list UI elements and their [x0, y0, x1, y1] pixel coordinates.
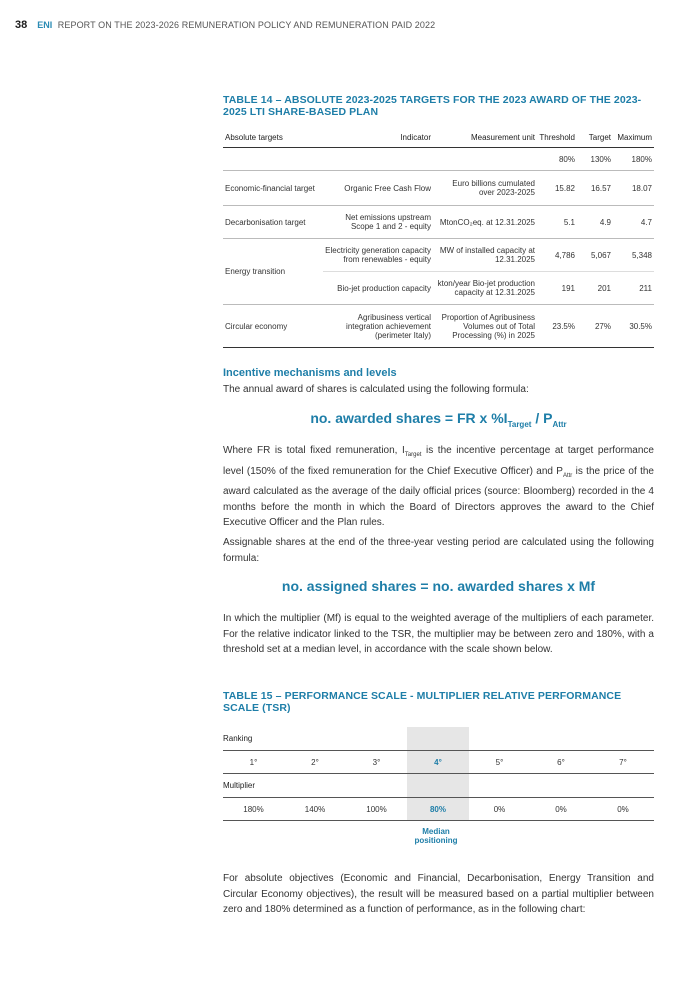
incentive-paragraph-1 [223, 443, 654, 531]
median-positioning-label: Median positioning [414, 827, 458, 845]
row-target-value: 5,067 [577, 239, 613, 272]
rank-cell-median: 4° [407, 751, 469, 774]
rank-cell: 1° [223, 751, 284, 774]
row-threshold: 191 [537, 272, 577, 305]
formula1-lead: no. awarded shares = FR x %I [310, 410, 508, 426]
table-row [223, 206, 654, 239]
multiplier-cell: 100% [346, 798, 407, 821]
row-target-value: 27% [577, 305, 613, 348]
multiplier-cell: 180% [223, 798, 284, 821]
table14 [223, 130, 654, 348]
row-target-value: 4.9 [577, 206, 613, 239]
row-target: Circular economy [223, 305, 323, 348]
ranking-label: Ranking [223, 734, 253, 743]
row-target-value: 201 [577, 272, 613, 305]
table14-header-row [223, 130, 654, 148]
row-threshold: 5.1 [537, 206, 577, 239]
row-indicator: Organic Free Cash Flow [344, 183, 431, 193]
formula1-sub-target: Target [507, 419, 532, 429]
formula1-sub-attr: Attr [552, 419, 567, 429]
multiplier-label-row [223, 774, 654, 798]
awarded-shares-formula [223, 410, 654, 429]
percentage-row [223, 148, 654, 171]
incentive-heading: Incentive mechanisms and levels [223, 367, 397, 379]
rank-cell: 6° [530, 751, 592, 774]
page-header [15, 19, 435, 31]
row-maximum: 30.5% [613, 305, 654, 348]
multiplier-cell: 0% [592, 798, 654, 821]
pct-maximum: 180% [613, 148, 654, 171]
report-title: REPORT ON THE 2023-2026 REMUNERATION POLICY AND REMUNERATION PAID 2022 [57, 20, 436, 30]
multiplier-cell: 0% [530, 798, 592, 821]
para1-sub-attr: Attr [562, 472, 573, 479]
para1-part-c: is the price of the award calculated as the average of the daily official prices (source: Bloomberg) recorded in the 4 months before the month in which the Board of Directors approves the award to the Chief Executive Officer and the Plan rules. [223, 465, 654, 528]
row-threshold: 4,786 [537, 239, 577, 272]
multiplier-cell-median: 80% [407, 798, 469, 821]
multiplier-cell: 0% [469, 798, 530, 821]
pct-threshold: 80% [537, 148, 577, 171]
row-unit: kton/year Bio-jet production capacity at 12.31.2025 [433, 272, 537, 305]
row-threshold: 15.82 [554, 183, 575, 193]
row-maximum: 4.7 [613, 206, 654, 239]
col-absolute-targets: Absolute targets [223, 130, 323, 148]
row-target: Decarbonisation target [223, 206, 323, 239]
row-target: Energy transition [223, 239, 323, 305]
table14-title: TABLE 14 – ABSOLUTE 2023-2025 TARGETS FOR THE 2023 AWARD OF THE 2023-2025 LTI SHARE-BASED PLAN [223, 94, 642, 118]
row-unit: Proportion of Agribusiness Volumes out of Total Processing (%) in 2025 [433, 305, 537, 348]
assigned-shares-formula: no. assigned shares = no. awarded shares x Mf [281, 578, 596, 594]
rank-cell: 3° [346, 751, 407, 774]
row-indicator: Electricity generation capacity from renewables - equity [323, 239, 433, 272]
table-row [223, 171, 654, 206]
row-maximum: 211 [613, 272, 654, 305]
para1-sub-target: Target [404, 452, 422, 458]
rank-cell: 5° [469, 751, 530, 774]
table-row [223, 239, 654, 272]
ranking-row [223, 751, 654, 774]
row-unit: MW of installed capacity at 12.31.2025 [433, 239, 537, 272]
row-target: Economic-financial target [225, 183, 315, 193]
row-threshold: 23.5% [537, 305, 577, 348]
multiplier-cell: 140% [284, 798, 346, 821]
row-indicator: Agribusiness vertical integration achievement (perimeter Italy) [323, 305, 433, 348]
col-threshold: Threshold [537, 130, 577, 148]
col-target: Target [577, 130, 613, 148]
para1-part-a: Where FR is total fixed remuneration, I [223, 445, 405, 456]
closing-paragraph: For absolute objectives (Economic and Financial, Decarbonisation, Energy Transition and Circular Economy objectives), the result will be measured based on a partial multiplier between zero and 180% determined as a function of performance, as in the following chart: [223, 873, 654, 915]
incentive-intro: The annual award of shares is calculated using the following formula: [223, 384, 529, 395]
row-unit: MtonCO₂eq. at 12.31.2025 [433, 206, 537, 239]
multiplier-label: Multiplier [223, 781, 256, 790]
pct-target: 130% [577, 148, 613, 171]
incentive-paragraph-3: In which the multiplier (Mf) is equal to the weighted average of the multipliers of each parameter. For the relative indicator linked to the TSR, the multiplier may be between zero and 180%, with a threshold set at a median level, in accordance with the scale shown below. [223, 613, 654, 655]
table15-title: TABLE 15 – PERFORMANCE SCALE - MULTIPLIER RELATIVE PERFORMANCE SCALE (TSR) [223, 690, 622, 714]
multiplier-row [223, 798, 654, 821]
col-measurement-unit: Measurement unit [433, 130, 537, 148]
col-maximum: Maximum [613, 130, 654, 148]
ranking-label-row [223, 727, 654, 751]
rank-cell: 7° [592, 751, 654, 774]
para1-part-b: is the incentive percentage at target performance level (150% of the fixed remuneration for the Chief Executive Officer) and P [223, 445, 654, 477]
rank-cell: 2° [284, 751, 346, 774]
row-unit: Euro billions cumulated over 2023-2025 [452, 179, 535, 197]
page-number: 38 [15, 19, 28, 31]
table-row [223, 305, 654, 348]
row-maximum: 18.07 [631, 183, 652, 193]
row-indicator: Bio-jet production capacity [323, 272, 433, 305]
row-maximum: 5,348 [613, 239, 654, 272]
row-indicator: Net emissions upstream Scope 1 and 2 - equity [323, 206, 433, 239]
table15 [223, 727, 654, 821]
formula1-mid: / P [531, 410, 553, 426]
brand-label: ENI [37, 20, 53, 30]
row-target-value: 16.57 [590, 183, 611, 193]
col-indicator: Indicator [323, 130, 433, 148]
incentive-paragraph-2: Assignable shares at the end of the three-year vesting period are calculated using the following formula: [223, 537, 654, 564]
